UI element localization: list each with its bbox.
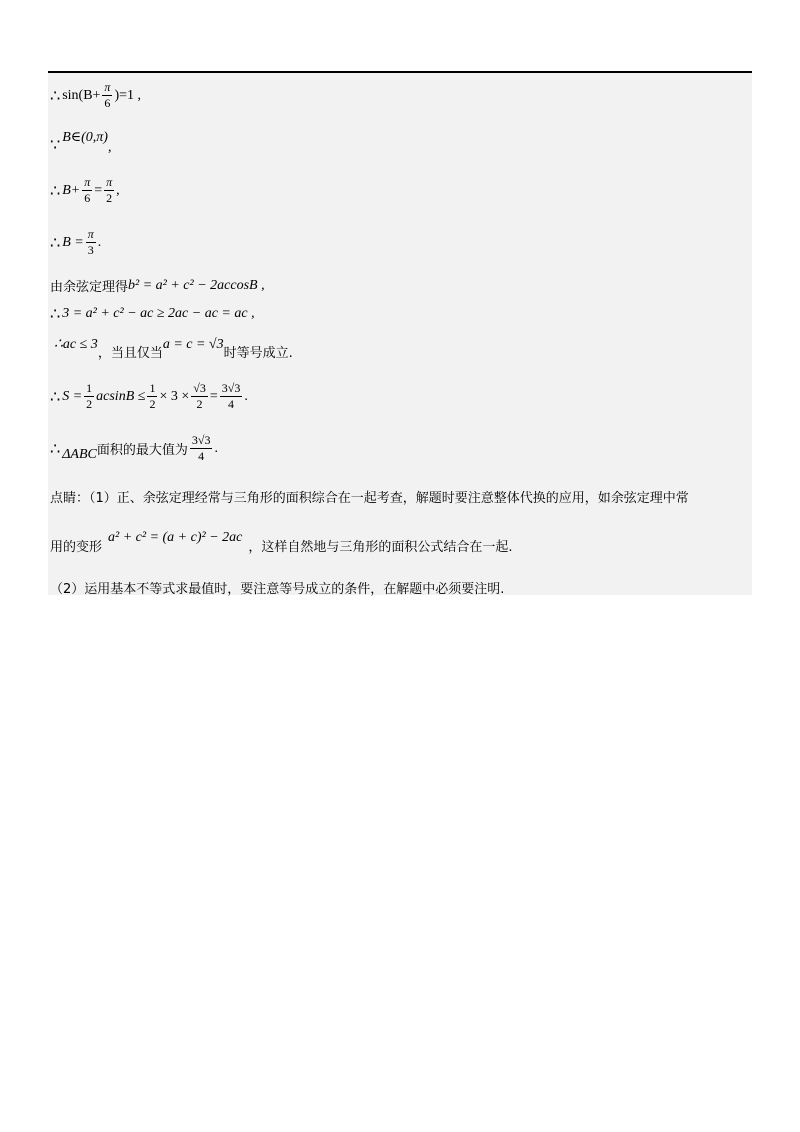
body-text: 点睛：（1）正、余弦定理经常与三角形的面积综合在一起考查，解题时要注意整体代换的应用，如余弦定理中常 <box>50 491 689 506</box>
line-b-value <box>50 227 101 258</box>
body-text: （2）运用基本不等式求最值时，要注意等号成立的条件，在解题中必须要注明. <box>50 582 505 597</box>
math-text: 3 = a² + c² − ac ≥ 2ac − ac = ac , <box>62 305 255 321</box>
math-text: ∴ac ≤ 3 <box>54 337 98 352</box>
line-ac-bound <box>50 335 293 361</box>
line-commentary-1 <box>50 487 689 506</box>
triangle-label: ΔABC <box>62 446 97 462</box>
math-text: . <box>214 440 218 456</box>
numerator: 3√3 <box>221 381 241 395</box>
line-max-area <box>50 433 218 464</box>
numerator: π <box>106 175 113 189</box>
numerator: √3 <box>193 381 206 395</box>
fraction <box>147 381 157 412</box>
denominator: 6 <box>84 191 91 205</box>
math-text: a = c = √3 <box>162 336 224 352</box>
numerator: π <box>87 227 94 241</box>
body-text: ，这样自然地与三角形的面积公式结合在一起. <box>248 540 513 555</box>
numerator: π <box>104 80 111 94</box>
fraction <box>102 80 112 111</box>
denominator: 2 <box>106 191 113 205</box>
line-sin-equation <box>50 80 141 111</box>
math-text: b² = a² + c² − 2accosB , <box>128 277 265 293</box>
body-text: ，当且仅当 <box>97 346 163 361</box>
numerator: 1 <box>86 381 93 395</box>
fraction <box>104 175 114 206</box>
math-text: acsinB ≤ <box>96 388 146 404</box>
therefore-symbol: ∴ <box>50 181 61 200</box>
fraction <box>82 175 92 206</box>
math-text: = <box>94 182 103 198</box>
solution-panel <box>48 73 752 595</box>
denominator: 3 <box>87 243 94 257</box>
line-area-bound <box>50 381 248 412</box>
math-text: a² + c² = (a + c)² − 2ac <box>108 529 243 545</box>
body-text: 时等号成立. <box>223 346 293 361</box>
line-commentary-2 <box>50 528 513 555</box>
fraction <box>84 381 94 412</box>
math-text: B = <box>62 234 84 250</box>
math-text: . <box>244 388 248 404</box>
math-text: B+ <box>62 182 81 198</box>
body-text: 用的变形 <box>50 540 103 555</box>
therefore-symbol: ∴ <box>50 439 61 458</box>
therefore-symbol: ∴ <box>50 233 61 252</box>
denominator: 2 <box>149 397 156 411</box>
fraction <box>190 433 213 464</box>
math-text: , <box>116 182 120 198</box>
because-symbol: ∵ <box>50 135 61 154</box>
denominator: 2 <box>86 397 93 411</box>
denominator: 4 <box>228 397 235 411</box>
math-text: . <box>97 234 102 250</box>
numerator: 3√3 <box>191 433 211 447</box>
math-text: = <box>209 388 218 404</box>
line-law-of-cosines <box>50 276 265 295</box>
denominator: 2 <box>196 397 203 411</box>
numerator: 1 <box>149 381 156 395</box>
math-text: B∈(0,π) <box>62 130 108 145</box>
therefore-symbol: ∴ <box>50 86 61 105</box>
line-b-plus-pi6 <box>50 175 120 206</box>
line-domain <box>50 128 112 155</box>
line-inequality <box>50 304 255 323</box>
line-commentary-3 <box>50 578 504 597</box>
math-text: × 3 × <box>159 388 190 404</box>
math-text: , <box>107 139 112 155</box>
math-text: )=1 , <box>114 87 141 103</box>
body-text: 由余弦定理得 <box>50 280 129 295</box>
fraction <box>86 227 96 258</box>
therefore-symbol: ∴ <box>50 304 61 323</box>
fraction <box>220 381 243 412</box>
math-text: sin(B+ <box>62 87 101 103</box>
fraction <box>191 381 208 412</box>
numerator: π <box>84 175 91 189</box>
denominator: 4 <box>198 449 205 463</box>
denominator: 6 <box>104 96 111 110</box>
body-text: 面积的最大值为 <box>96 443 188 458</box>
math-text: S = <box>62 388 83 404</box>
therefore-symbol: ∴ <box>50 387 61 406</box>
